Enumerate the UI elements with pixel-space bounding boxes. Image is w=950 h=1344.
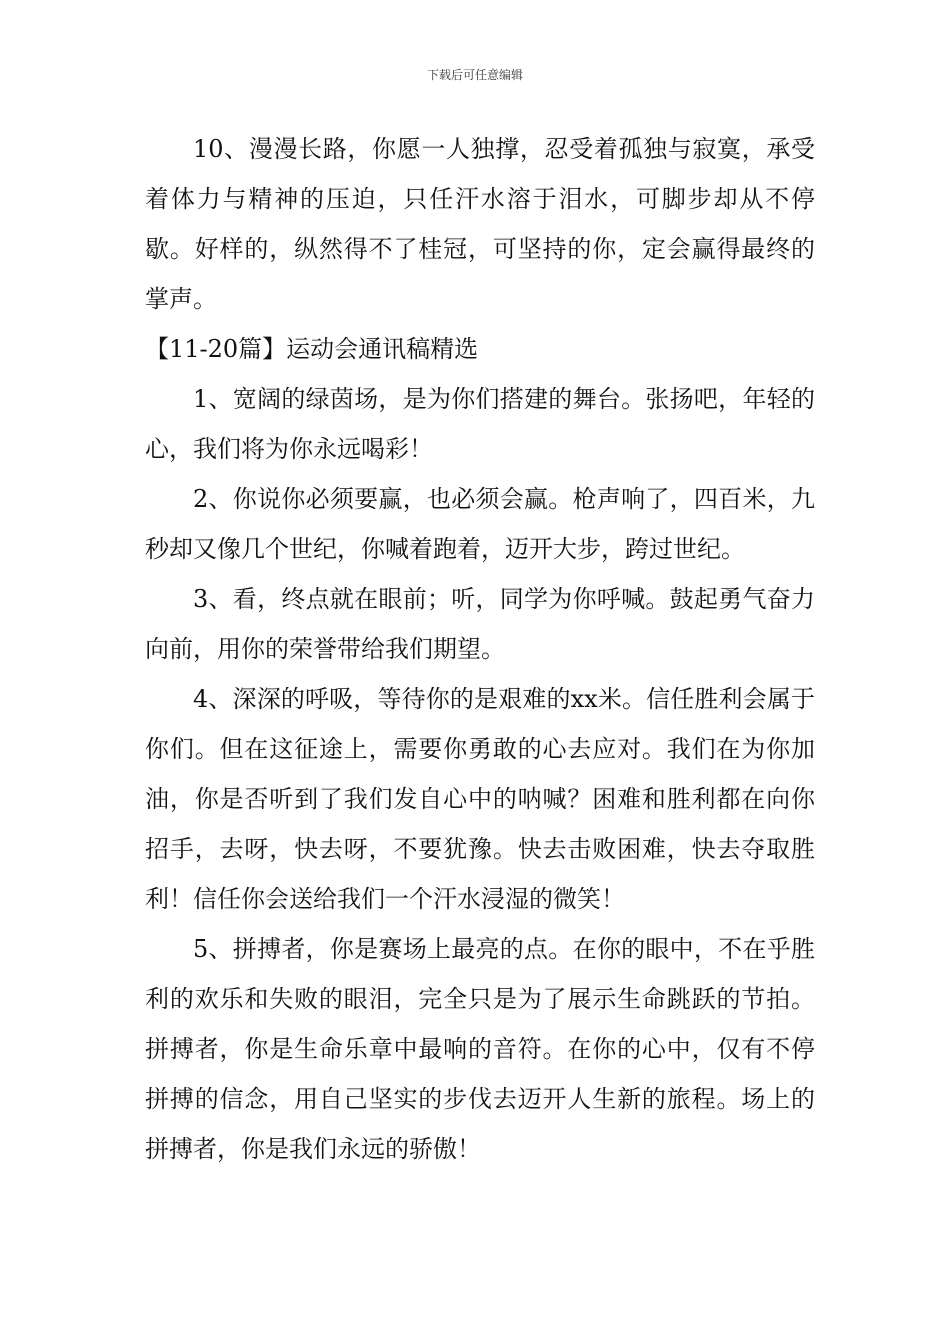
paragraph-10: 10、漫漫长路，你愿一人独撑，忍受着孤独与寂寞，承受着体力与精神的压迫，只任汗水溶于泪水，可脚步却从不停歇。好样的，纵然得不了桂冠，可坚持的你，定会赢得最终的掌声。 [145,135,815,313]
paragraph-4: 4、深深的呼吸，等待你的是艰难的xx米。信任胜利会属于你们。但在这征途上，需要你勇敢的心去应对。我们在为你加油，你是否听到了我们发自心中的呐喊？困难和胜利都在向你招手，去呀，快去呀，不要犹豫。快去击败困难，快去夺取胜利！信任你会送给我们一个汗水浸湿的微笑！ [145,685,815,913]
paragraph-3: 3、看，终点就在眼前；听，同学为你呼喊。鼓起勇气奋力向前，用你的荣誉带给我们期望。 [145,585,815,663]
paragraph-1: 1、宽阔的绿茵场，是为你们搭建的舞台。张扬吧，年轻的心，我们将为你永远喝彩！ [145,385,815,463]
section-heading: 【11-20篇】运动会通讯稿精选 [145,335,479,363]
document-body [145,124,815,1174]
page-header-note: 下载后可任意编辑 [426,68,523,82]
paragraph-2: 2、你说你必须要赢，也必须会赢。枪声响了，四百米，九秒却又像几个世纪，你喊着跑着，迈开大步，跨过世纪。 [145,485,815,563]
paragraph-5: 5、拼搏者，你是赛场上最亮的点。在你的眼中，不在乎胜利的欢乐和失败的眼泪，完全只是为了展示生命跳跃的节拍。拼搏者，你是生命乐章中最响的音符。在你的心中，仅有不停拼搏的信念，用自己坚实的步伐去迈开人生新的旅程。场上的拼搏者，你是我们永远的骄傲！ [145,935,815,1163]
